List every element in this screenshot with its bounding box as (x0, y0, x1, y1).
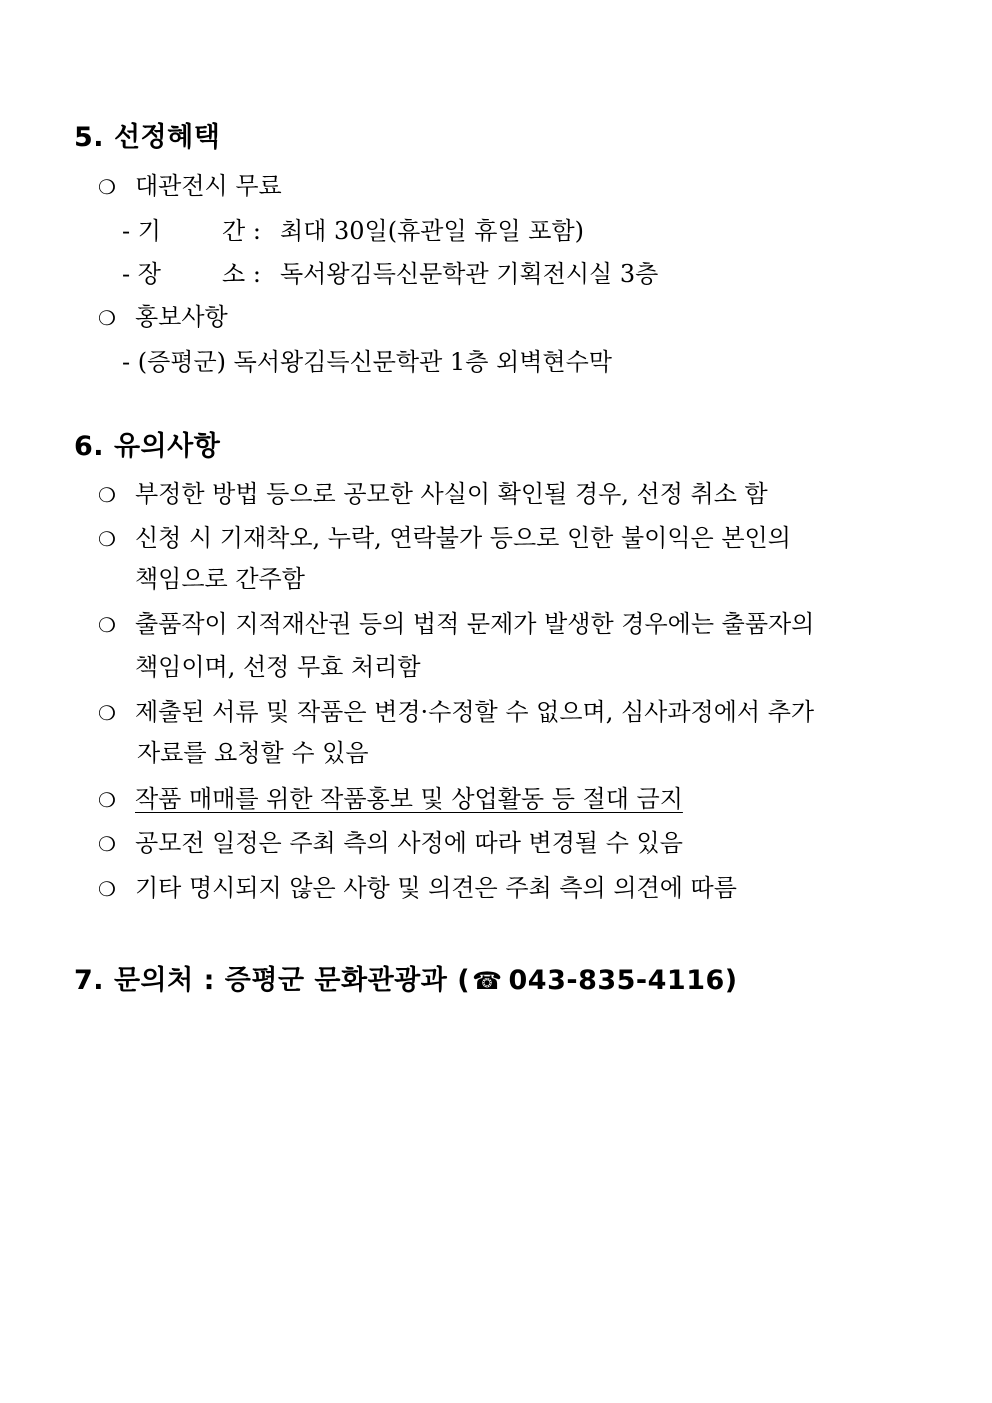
period-label-part2: 간 : (222, 217, 261, 245)
bullet-icon: ❍ (98, 483, 116, 507)
benefit-item-rental: 대관전시 무료 (135, 172, 282, 200)
section-6-heading: 6. 유의사항 (74, 431, 221, 462)
note-line-continued: 자료를 요청할 수 있음 (137, 739, 369, 767)
bullet-icon: ❍ (98, 175, 116, 199)
bullet-icon: ❍ (98, 832, 116, 856)
note-line: 신청 시 기재착오, 누락, 연락불가 등으로 인한 불이익은 본인의 (135, 524, 791, 552)
bullet-icon: ❍ (98, 701, 116, 725)
note-line: 부정한 방법 등으로 공모한 사실이 확인될 경우, 선정 취소 함 (135, 480, 768, 508)
note-line-continued: 책임이며, 선정 무효 처리함 (135, 653, 421, 681)
section-5-heading: 5. 선정혜택 (74, 122, 221, 153)
bullet-icon: ❍ (98, 306, 116, 330)
note-line-continued: 책임으로 간주함 (135, 565, 305, 593)
bullet-icon: ❍ (98, 788, 116, 812)
promotion-detail: - (증평군) 독서왕김득신문학관 1층 외벽현수막 (122, 348, 612, 376)
bullet-icon: ❍ (98, 527, 116, 551)
contact-suffix: ) (724, 965, 738, 996)
benefit-item-promotion: 홍보사항 (135, 303, 228, 331)
bullet-icon: ❍ (98, 613, 116, 637)
place-value: 독서왕김득신문학관 기획전시실 3층 (280, 260, 659, 288)
place-label-part2: 소 : (222, 260, 261, 288)
note-line-underlined: 작품 매매를 위한 작품홍보 및 상업활동 등 절대 금지 (135, 785, 683, 813)
telephone-icon: ☎ (472, 967, 503, 995)
contact-prefix: 7. 문의처 : 증평군 문화관광과 ( (74, 965, 471, 996)
note-line: 출품작이 지적재산권 등의 법적 문제가 발생한 경우에는 출품자의 (135, 610, 815, 638)
bullet-icon: ❍ (98, 877, 116, 901)
note-line: 공모전 일정은 주최 측의 사정에 따라 변경될 수 있음 (135, 829, 683, 857)
period-value: 최대 30일(휴관일 휴일 포함) (280, 217, 584, 245)
section-7-heading (74, 967, 738, 994)
period-label-part1: - 기 (122, 217, 161, 245)
note-line: 제출된 서류 및 작품은 변경·수정할 수 없으며, 심사과정에서 추가 (135, 698, 815, 726)
note-line: 기타 명시되지 않은 사항 및 의견은 주최 측의 의견에 따름 (135, 874, 737, 902)
place-label-part1: - 장 (122, 260, 161, 288)
contact-phone-number: 043-835-4116 (508, 965, 725, 996)
